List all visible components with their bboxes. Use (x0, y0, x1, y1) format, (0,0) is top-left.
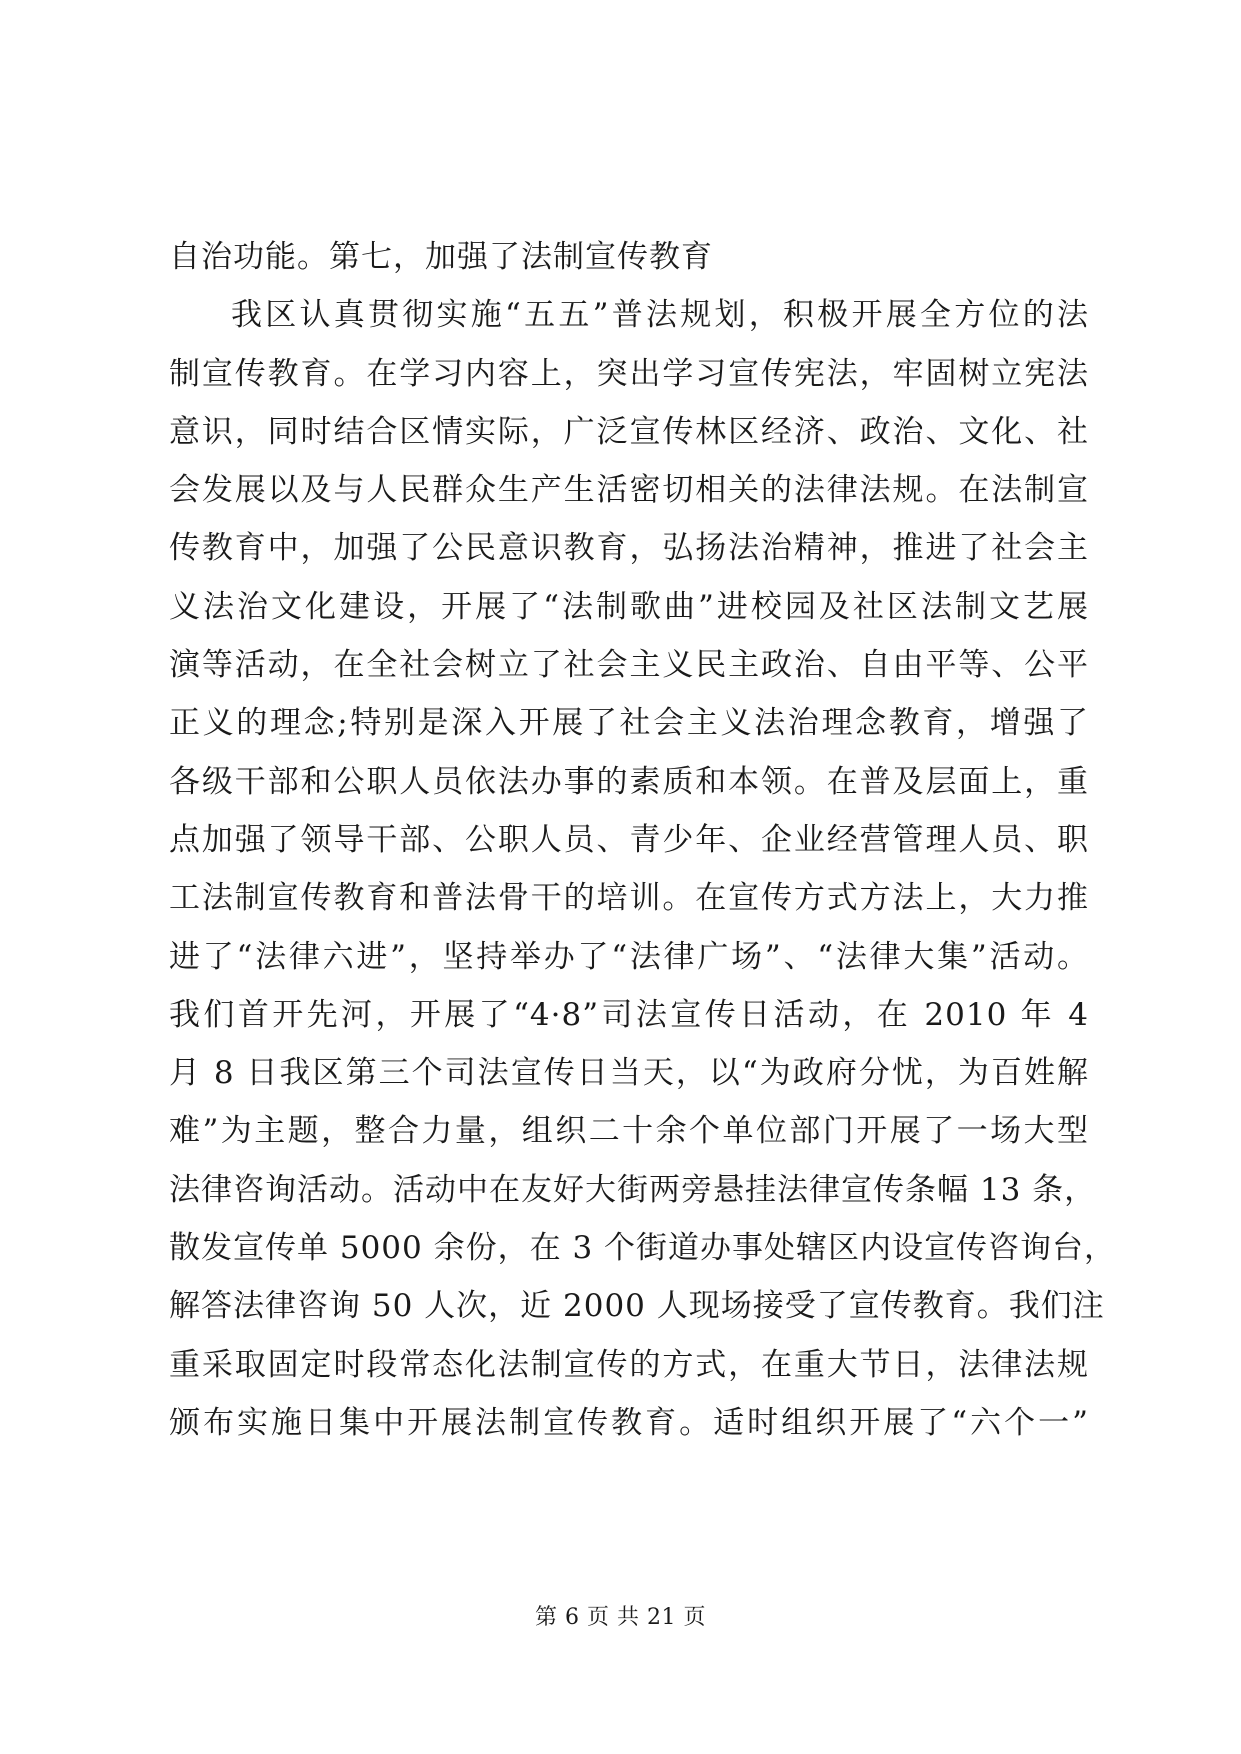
text-line: 难”为主题，整合力量，组织二十余个单位部门开展了一场大型 (169, 1113, 1089, 1150)
text-line: 制宣传教育。在学习内容上，突出学习宣传宪法，牢固树立宪法 (169, 355, 1089, 392)
text-line: 点加强了领导干部、公职人员、青少年、企业经营管理人员、职 (169, 821, 1089, 858)
text-line: 我区认真贯彻实施“五五”普法规划，积极开展全方位的法 (231, 297, 1089, 334)
text-line: 解答法律咨询 50 人次，近 2000 人现场接受了宣传教育。我们注 (169, 1288, 1105, 1325)
text-line: 自治功能。第七，加强了法制宣传教育 (169, 239, 713, 275)
text-line: 义法治文化建设，开展了“法制歌曲”进校园及社区法制文艺展 (169, 588, 1089, 625)
text-line: 法律咨询活动。活动中在友好大街两旁悬挂法律宣传条幅 13 条， (169, 1171, 1097, 1208)
text-line: 散发宣传单 5000 余份，在 3 个街道办事处辖区内设宣传咨询台， (169, 1230, 1117, 1267)
text-line: 进了“法律六进”，坚持举办了“法律广场”、“法律大集”活动。 (169, 938, 1089, 975)
text-line: 我们首开先河，开展了“4·8”司法宣传日活动，在 2010 年 4 (169, 996, 1089, 1033)
text-line: 传教育中，加强了公民意识教育，弘扬法治精神，推进了社会主 (169, 530, 1089, 567)
text-line: 工法制宣传教育和普法骨干的培训。在宣传方式方法上，大力推 (169, 880, 1089, 917)
text-line: 意识，同时结合区情实际，广泛宣传林区经济、政治、文化、社 (169, 413, 1089, 450)
body-text (169, 228, 1117, 1452)
text-line: 各级干部和公职人员依法办事的素质和本领。在普及层面上，重 (169, 763, 1089, 800)
text-line: 颁布实施日集中开展法制宣传教育。适时组织开展了“六个一” (169, 1404, 1089, 1441)
page-number: 第 6 页 共 21 页 (535, 1605, 706, 1630)
text-line: 正义的理念;特别是深入开展了社会主义法治理念教育，增强了 (169, 705, 1089, 742)
text-line: 月 8 日我区第三个司法宣传日当天，以“为政府分忧，为百姓解 (169, 1055, 1089, 1092)
text-line: 重采取固定时段常态化法制宣传的方式，在重大节日，法律法规 (169, 1346, 1089, 1383)
text-line: 会发展以及与人民群众生产生活密切相关的法律法规。在法制宣 (169, 472, 1089, 509)
text-line: 演等活动，在全社会树立了社会主义民主政治、自由平等、公平 (169, 647, 1089, 684)
